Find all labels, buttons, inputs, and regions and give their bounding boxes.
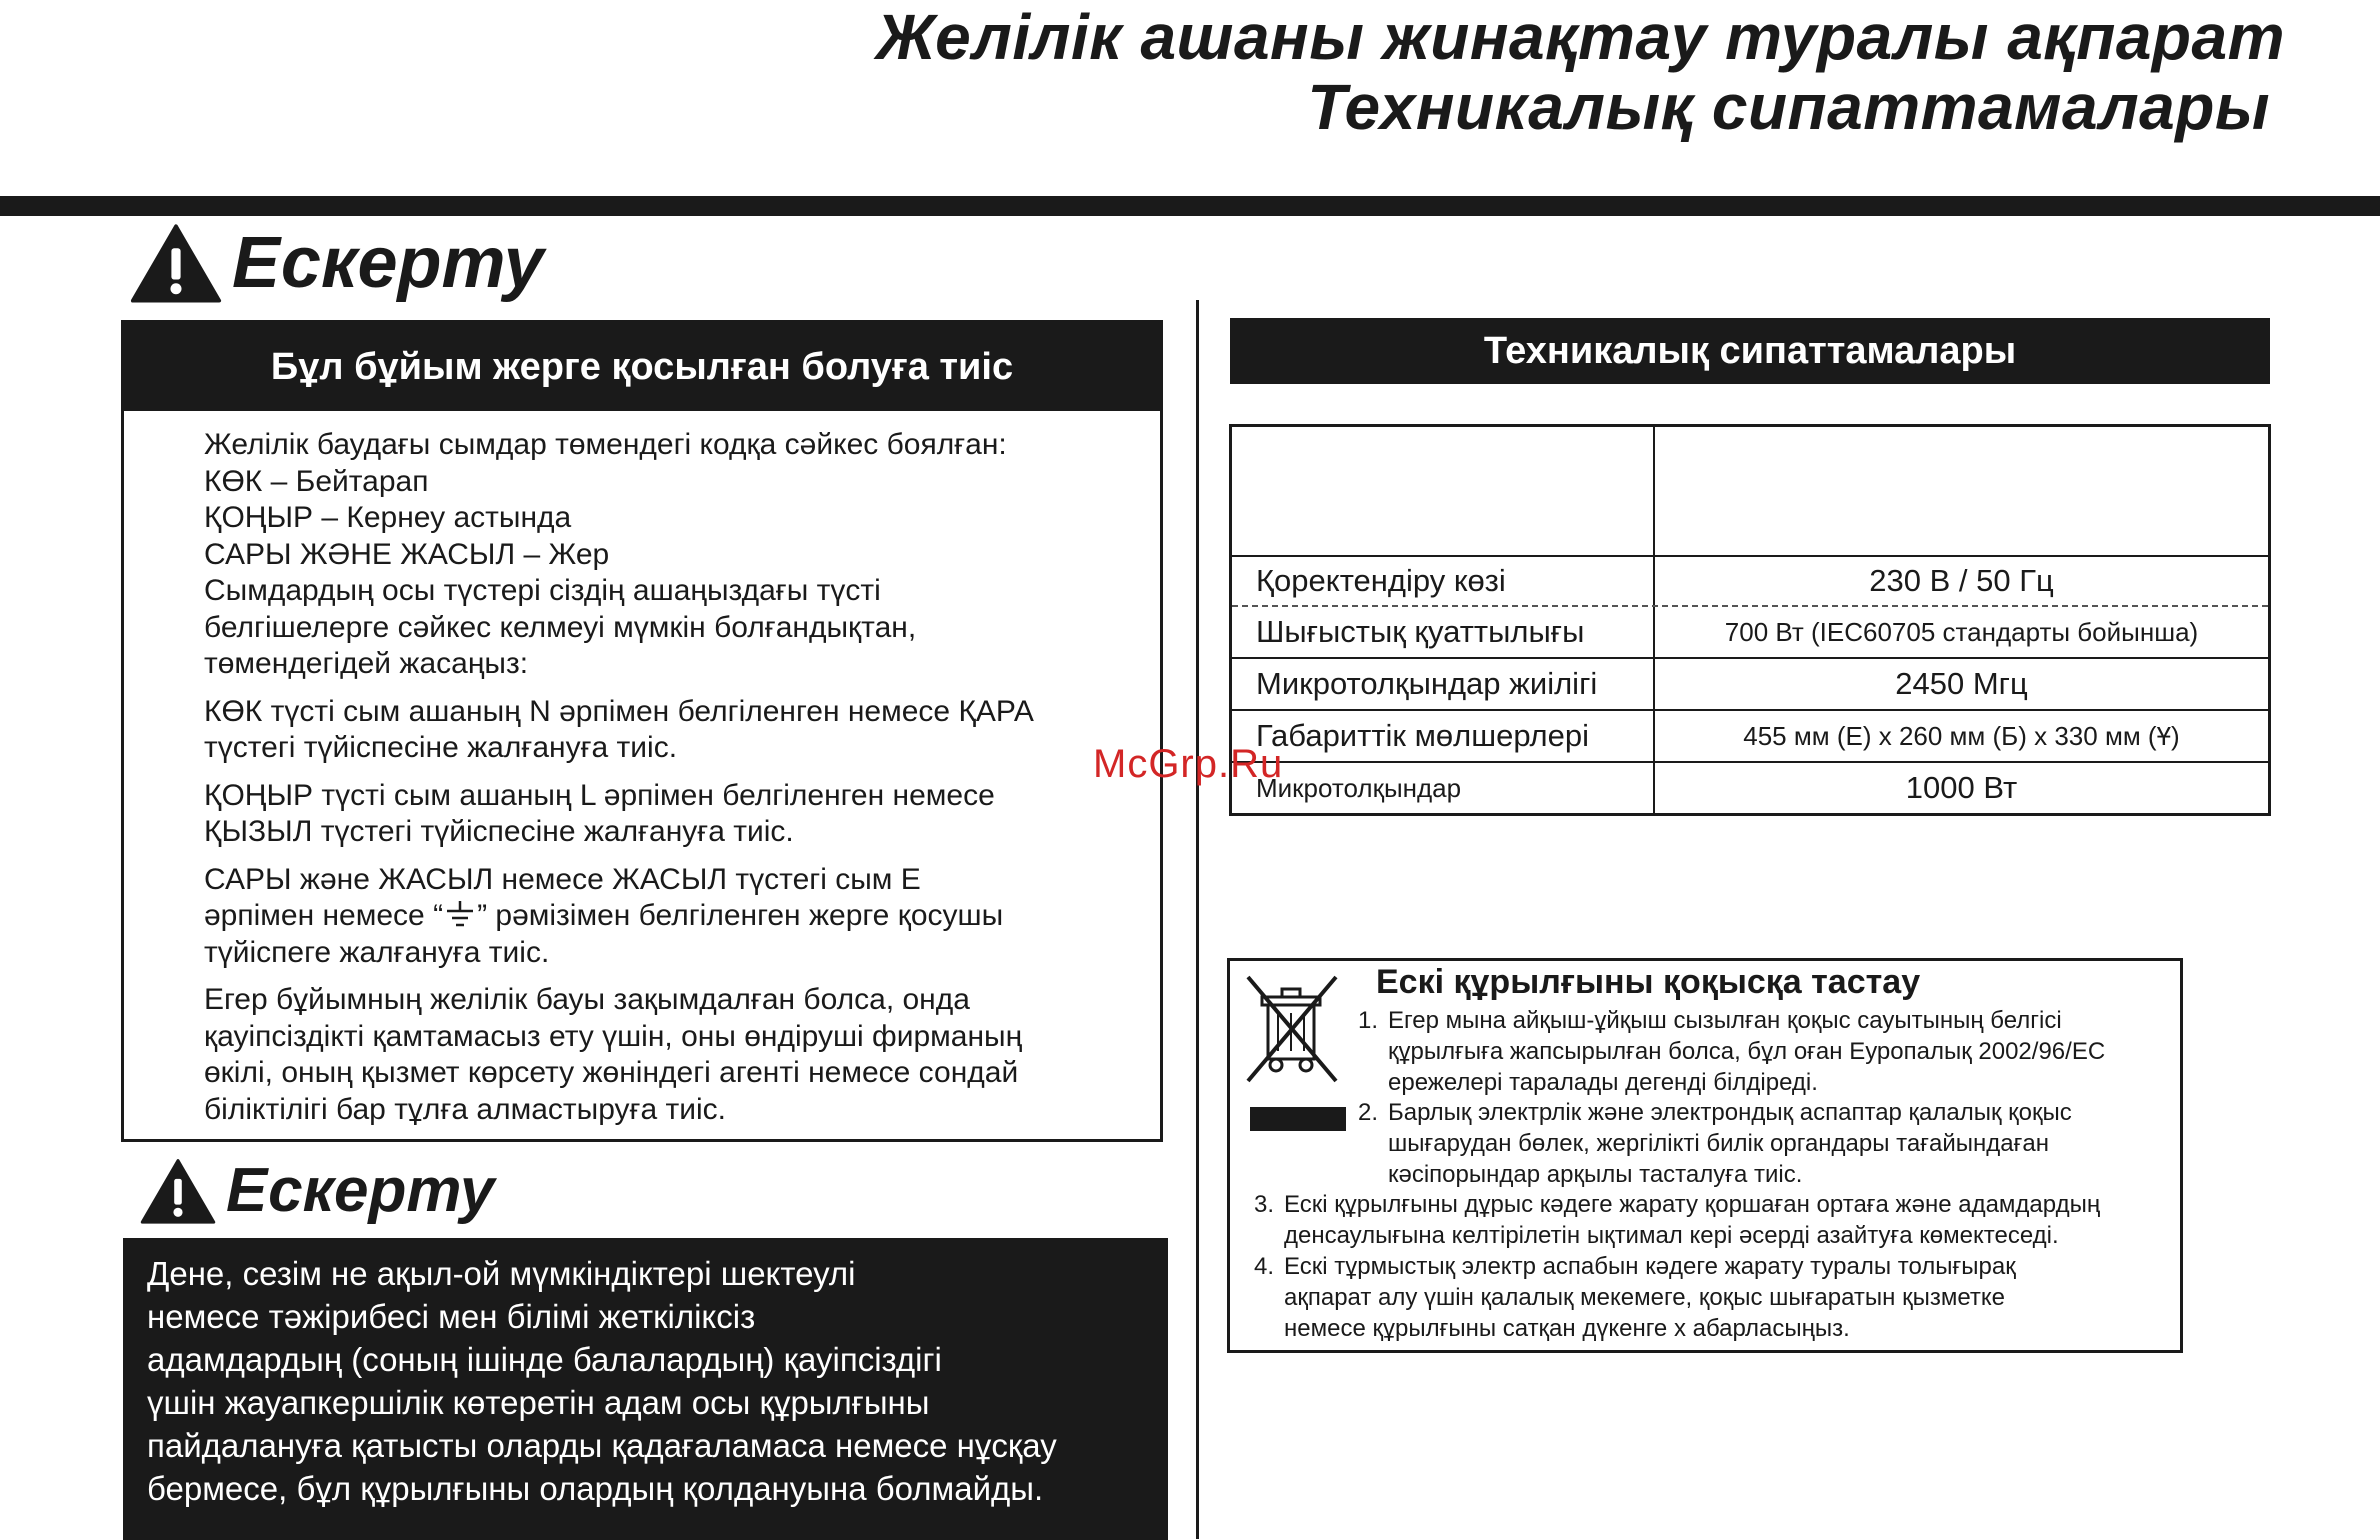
table-row [1232,555,2268,605]
table-row [1232,605,2268,657]
text-line: шығарудан бөлек, жергілікті билік органдары тағайындаған [1388,1130,2049,1157]
spec-label: Шығыстық қуаттылығы [1256,614,1585,649]
text-line: Егер бұйымның желілік бауы зақымдалған болса, онда [204,983,970,1016]
header-rule [0,196,2380,216]
text-line: бермесе, бұл құрылғыны олардың қолдануына болмайды. [147,1470,1044,1507]
text-line: денсаулығына келтірілетін ықтимал кері әсерді азайтуға көмектеседі. [1284,1222,2059,1249]
column-divider [1196,300,1199,1539]
text-line: ҚОҢЫР түсті сым ашаның L әрпімен белгіленген немесе [204,778,995,812]
text-line: адамдардың (соның ішінде балалардың) қауіпсіздігі [147,1341,942,1378]
spec-label: Микротолқындар [1256,772,1462,803]
text-line: ақпарат алу үшін қалалық мекемеге, қоқыс шығаратын қызметке [1284,1284,2006,1311]
spec-label: Габариттік мөлшерлері [1256,718,1589,753]
text-line: құрылғыға жапсырылған болса, бұл оған Еуропалық 2002/96/ЕС [1388,1038,2106,1065]
grounding-title: Бұл бұйым жерге қосылған болуға тиіс [124,323,1160,411]
item-number: 4. [1254,1253,1275,1280]
spec-value: 1000 Вт [1905,770,2018,805]
warning-heading [140,1155,494,1226]
spec-title: Техникалық сипаттамалары [1230,318,2270,384]
spec-value: 700 Вт (IEC60705 стандарты бойынша) [1724,616,2199,647]
crossed-bin-icon [1242,969,1346,1089]
text-line: өкілі, оның қызмет көрсету жөніндегі агенті немесе сондай [204,1056,1019,1089]
text-line: немесе тәжірибесі мен білімі жеткіліксіз [147,1298,756,1335]
bin-underline-bar [1250,1107,1346,1131]
item-number: 2. [1358,1099,1379,1126]
spec-label: Қоректендіру көзі [1256,563,1506,598]
text-line: Сымдардың осы түстері сіздің ашаңыздағы түсті [204,574,881,607]
text-line: САРЫ ЖӘНЕ ЖАСЫЛ – Жер [204,537,610,571]
text-line: белгішелерге сәйкес келмеуі мүмкін болғандықтан, [204,610,917,644]
grounding-paragraph-3 [204,778,1130,851]
text-line: КӨК түсті сым ашаның N әрпімен белгіленген немесе ҚАРА [204,694,1034,728]
text-line: ережелері таралады дегенді білдіреді. [1388,1069,1818,1096]
text-line: САРЫ және ЖАСЫЛ немесе ЖАСЫЛ түстегі сым Е [204,862,921,896]
text-line: Ескі тұрмыстық электр аспабын кәдеге жарату туралы толығырақ [1284,1253,2016,1280]
text-line: біліктілігі бар тұлға алмастыруға тиіс. [204,1092,727,1126]
text-line: түстегі түйіспесіне жалғануға тиіс. [204,731,678,764]
table-row [1232,657,2268,709]
text-line: Егер мына айқыш-ұйқыш сызылған қоқыс сауытының белгісі [1388,1007,2062,1034]
warning-heading-text: Ескерту [232,223,544,303]
text-line: КӨК – Бейтарап [204,464,429,498]
text-line: түйіспеге жалғануға тиіс. [204,935,550,969]
watermark: McGrp.Ru [1093,742,1284,786]
spec-value: 2450 Мгц [1895,666,2028,701]
page-title: Желілік ашаны жинақтау туралы ақпарат [876,1,2285,73]
spec-value: 455 мм (Е) x 260 мм (Б) x 330 мм (Ұ) [1743,720,2180,751]
table-row [1232,761,2268,813]
item-text [1284,1189,2100,1251]
item-text [1388,1005,2105,1098]
text-line: төмендегідей жасаңыз: [204,647,529,680]
item-text [1388,1097,2072,1190]
spec-label: Микротолқындар жиілігі [1256,666,1598,701]
text-line [204,898,1130,935]
text-fragment: ” рәмізімен белгіленген жерге қосушы [477,899,1004,932]
text-line: пайдалануға қатысты оларды қадағаламаса немесе нұсқау [147,1427,1057,1464]
grounding-body [204,427,1130,1139]
warning-heading-text: Ескерту [226,1156,495,1225]
text-line: Барлық электрлік және электрондық аспаптар қалалық қоқыс [1388,1099,2072,1126]
warning-icon [130,222,222,304]
text-line: Дене, сезім не ақыл-ой мүмкіндіктері шектеулі [147,1255,856,1292]
disposal-box [1227,958,2183,1353]
grounding-paragraph-1 [204,427,1130,683]
text-line: қауіпсіздікті қамтамасыз ету үшін, оны өндіруші фирманың [204,1019,1023,1053]
text-line: ҚЫЗЫЛ түстегі түйіспесіне жалғануға тиіс. [204,815,794,848]
text-line: Ескі құрылғыны дұрыс кәдеге жарату қоршаған ортаға және адамдардың [1284,1191,2101,1218]
spec-value: 230 В / 50 Гц [1869,563,2054,598]
warning-icon [140,1157,216,1225]
grounding-paragraph-5 [204,982,1130,1128]
table-row [1232,709,2268,761]
text-fragment: әрпімен немесе “ [204,899,444,932]
item-text [1284,1251,2016,1344]
grounding-paragraph-4 [204,862,1130,972]
text-line: үшін жауапкершілік көтеретін адам осы құрылғыны [147,1384,930,1421]
text-line: немесе құрылғыны сатқан дүкенге х абарласыңыз. [1284,1315,1850,1342]
grounding-paragraph-2 [204,694,1130,767]
text-line: ҚОҢЫР – Кернеу астында [204,501,572,534]
text-line: кәсіпорындар арқылы тасталуға тиіс. [1388,1161,1803,1188]
text-line: Желілік баудағы сымдар төмендегі кодқа сәйкес боялған: [204,428,1007,461]
ground-symbol-icon [443,899,477,929]
warning-heading [130,222,544,304]
capability-warning-box [123,1238,1168,1540]
item-number: 3. [1254,1191,1275,1218]
grounding-instructions-box [121,320,1163,1142]
disposal-title: Ескі құрылғыны қоқысқа тастау [1376,963,1921,1001]
item-number: 1. [1358,1007,1379,1034]
page-subtitle: Техникалық сипаттамалары [1307,71,2270,143]
spec-table [1229,424,2271,816]
